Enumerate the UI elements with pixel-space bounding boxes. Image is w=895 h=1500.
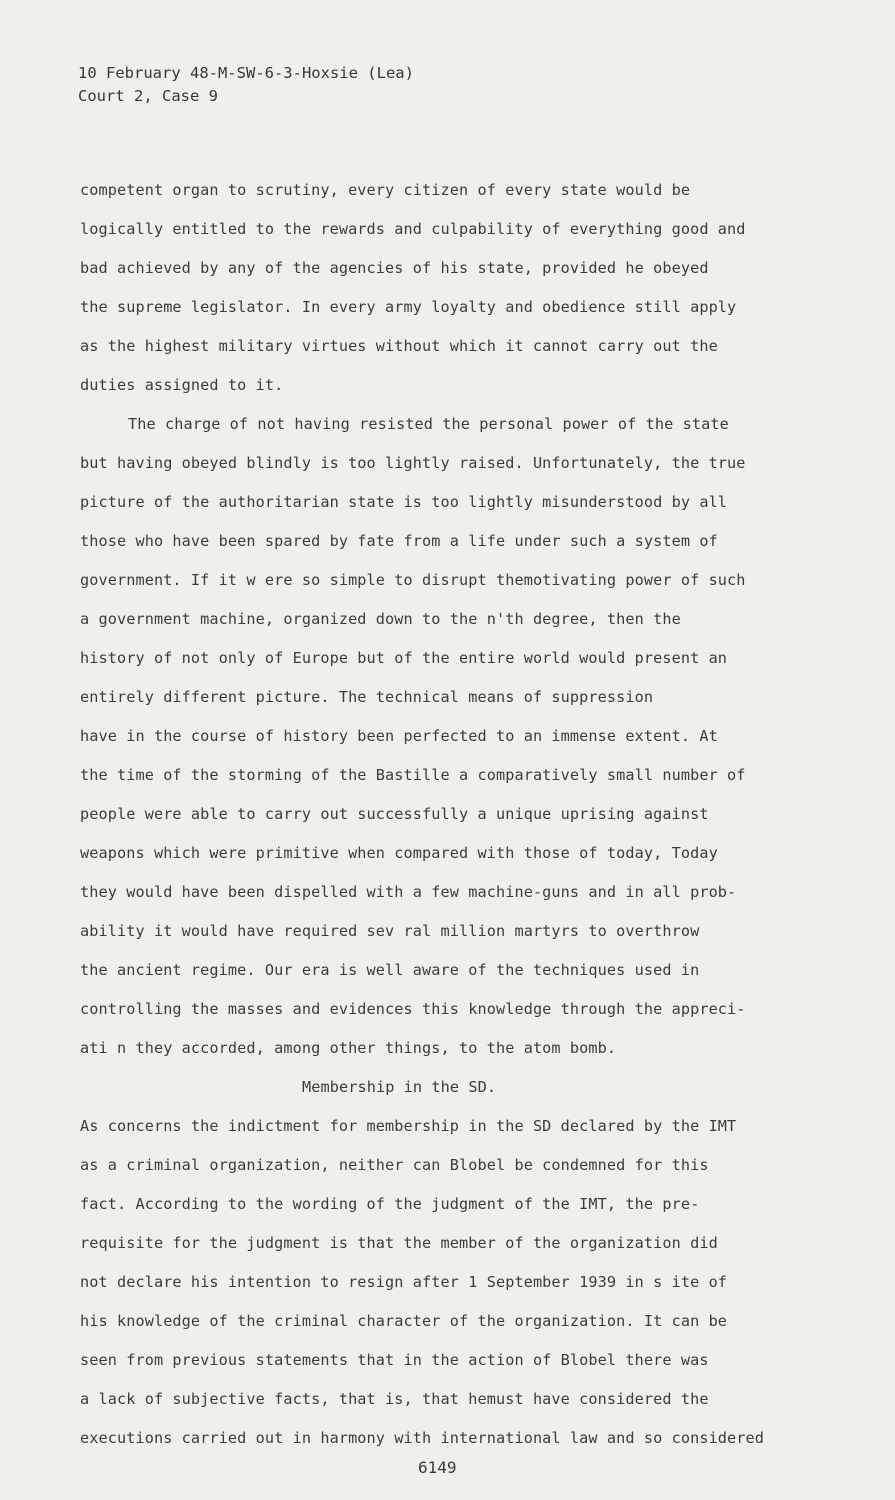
body-line: as a criminal organization, neither can Blobel be condemned for this — [80, 1156, 709, 1174]
body-line: competent organ to scrutiny, every citizen of every state would be — [80, 181, 691, 199]
page-number: 6149 — [418, 1458, 457, 1477]
body-line: executions carried out in harmony with international law and so considered — [80, 1429, 765, 1447]
body-line: weapons which were primitive when compared with those of today, Today — [80, 844, 718, 862]
body-line: have in the course of history been perfected to an immense extent. At — [80, 727, 718, 745]
body-line: government. If it w ere so simple to disrupt themotivating power of such — [80, 571, 746, 589]
body-line: picture of the authoritarian state is too lightly misunderstood by all — [80, 493, 728, 511]
body-line: but having obeyed blindly is too lightly raised. Unfortunately, the true — [80, 454, 746, 472]
body-line: as the highest military virtues without which it cannot carry out the — [80, 337, 718, 355]
body-line: controlling the masses and evidences this knowledge through the appreci- — [80, 1000, 746, 1018]
header-date-line: 10 February 48-M-SW-6-3-Hoxsie (Lea) — [78, 64, 414, 82]
body-line: history of not only of Europe but of the entire world would present an — [80, 649, 728, 667]
body-line: The charge of not having resisted the personal power of the state — [128, 415, 729, 433]
body-line: fact. According to the wording of the judgment of the IMT, the pre- — [80, 1195, 700, 1213]
body-line: duties assigned to it. — [80, 376, 284, 394]
body-line: the time of the storming of the Bastille a comparatively small number of — [80, 766, 746, 784]
section-heading: Membership in the SD. — [302, 1078, 497, 1096]
body-line: they would have been dispelled with a few machine-guns and in all prob- — [80, 883, 737, 901]
body-line: ability it would have required sev ral million martyrs to overthrow — [80, 922, 700, 940]
body-line: a lack of subjective facts, that is, that hemust have considered the — [80, 1390, 709, 1408]
body-line: his knowledge of the criminal character of the organization. It can be — [80, 1312, 728, 1330]
body-line: people were able to carry out successfully a unique uprising against — [80, 805, 709, 823]
body-line: As concerns the indictment for membership in the SD declared by the IMT — [80, 1117, 737, 1135]
body-line: a government machine, organized down to the n'th degree, then the — [80, 610, 681, 628]
body-line: the ancient regime. Our era is well aware of the techniques used in — [80, 961, 700, 979]
body-line: logically entitled to the rewards and culpability of everything good and — [80, 220, 746, 238]
body-line: entirely different picture. The technical means of suppression — [80, 688, 654, 706]
body-line: not declare his intention to resign after 1 September 1939 in s ite of — [80, 1273, 728, 1291]
header-court-line: Court 2, Case 9 — [78, 87, 218, 105]
body-line: bad achieved by any of the agencies of his state, provided he obeyed — [80, 259, 709, 277]
body-line: the supreme legislator. In every army loyalty and obedience still apply — [80, 298, 737, 316]
body-line: ati n they accorded, among other things, to the atom bomb. — [80, 1039, 617, 1057]
body-line: those who have been spared by fate from a life under such a system of — [80, 532, 718, 550]
body-line: seen from previous statements that in the action of Blobel there was — [80, 1351, 709, 1369]
body-line: requisite for the judgment is that the member of the organization did — [80, 1234, 718, 1252]
